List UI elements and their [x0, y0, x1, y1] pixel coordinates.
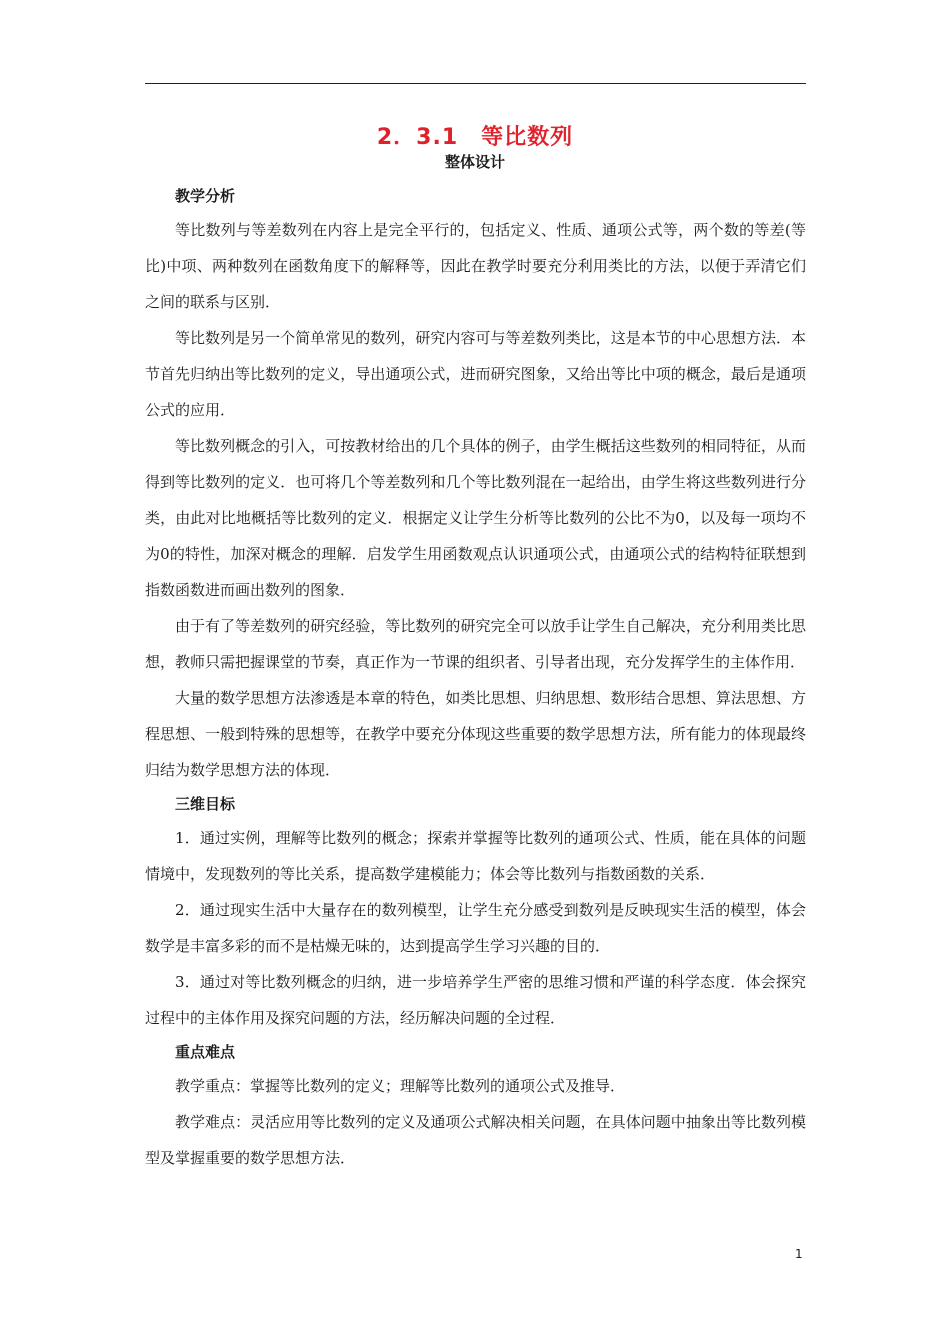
paragraph: 2．通过现实生活中大量存在的数列模型，让学生充分感受到数列是反映现实生活的模型，体会数学是丰富多彩的而不是枯燥无味的，达到提高学生学习兴趣的目的． [145, 901, 806, 955]
paragraph: 教学难点：灵活应用等比数列的定义及通项公式解决相关问题，在具体问题中抽象出等比数列模型及掌握重要的数学思想方法． [145, 1113, 806, 1167]
paragraph: 由于有了等差数列的研究经验，等比数列的研究完全可以放手让学生自己解决，充分利用类比思想，教师只需把握课堂的节奏，真正作为一节课的组织者、引导者出现，充分发挥学生的主体作用． [145, 617, 806, 671]
paragraph: 等比数列概念的引入，可按教材给出的几个具体的例子，由学生概括这些数列的相同特征，从而得到等比数列的定义．也可将几个等差数列和几个等比数列混在一起给出，由学生将这些数列进行分类，由此对比地概括等比数列的定义．根据定义让学生分析等比数列的公比不为0，以及每一项均不为0的特性，加深对概念的理解．启发学生用函数观点认识通项公式，由通项公式的结构特征联想到指数函数进而画出数列的图象． [145, 437, 806, 599]
header-rule [145, 83, 806, 84]
document-title: 2．3.1 等比数列 [376, 125, 574, 150]
document-body [145, 180, 806, 1176]
paragraph: 1．通过实例，理解等比数列的概念；探索并掌握等比数列的通项公式、性质，能在具体的问题情境中，发现数列的等比关系，提高数学建模能力；体会等比数列与指数函数的关系． [145, 829, 806, 883]
paragraph: 教学重点：掌握等比数列的定义；理解等比数列的通项公式及推导． [175, 1077, 626, 1095]
paragraph: 3．通过对等比数列概念的归纳，进一步培养学生严密的思维习惯和严谨的科学态度．体会探究过程中的主体作用及探究问题的方法，经历解决问题的全过程． [145, 973, 806, 1027]
section-three-dimensional-goals [145, 788, 806, 1036]
document-subtitle: 整体设计 [444, 153, 505, 171]
page-number: 1 [795, 1247, 803, 1261]
paragraph: 等比数列是另一个简单常见的数列，研究内容可与等差数列类比，这是本节的中心思想方法．本节首先归纳出等比数列的定义，导出通项公式，进而研究图象，又给出等比中项的概念，最后是通项公式的应用． [145, 329, 806, 419]
section-teaching-analysis [145, 180, 806, 788]
section-heading: 三维目标 [175, 795, 236, 813]
paragraph: 等比数列与等差数列在内容上是完全平行的，包括定义、性质、通项公式等，两个数的等差(等比)中项、两种数列在函数角度下的解释等，因此在教学时要充分利用类比的方法，以便于弄清它们之间的联系与区别． [145, 221, 806, 311]
paragraph: 大量的数学思想方法渗透是本章的特色，如类比思想、归纳思想、数形结合思想、算法思想、方程思想、一般到特殊的思想等，在教学中要充分体现这些重要的数学思想方法，所有能力的体现最终归结为数学思想方法的体现． [145, 689, 806, 779]
section-heading: 教学分析 [175, 187, 236, 205]
section-key-difficulties [145, 1036, 806, 1176]
section-heading: 重点难点 [175, 1043, 236, 1061]
